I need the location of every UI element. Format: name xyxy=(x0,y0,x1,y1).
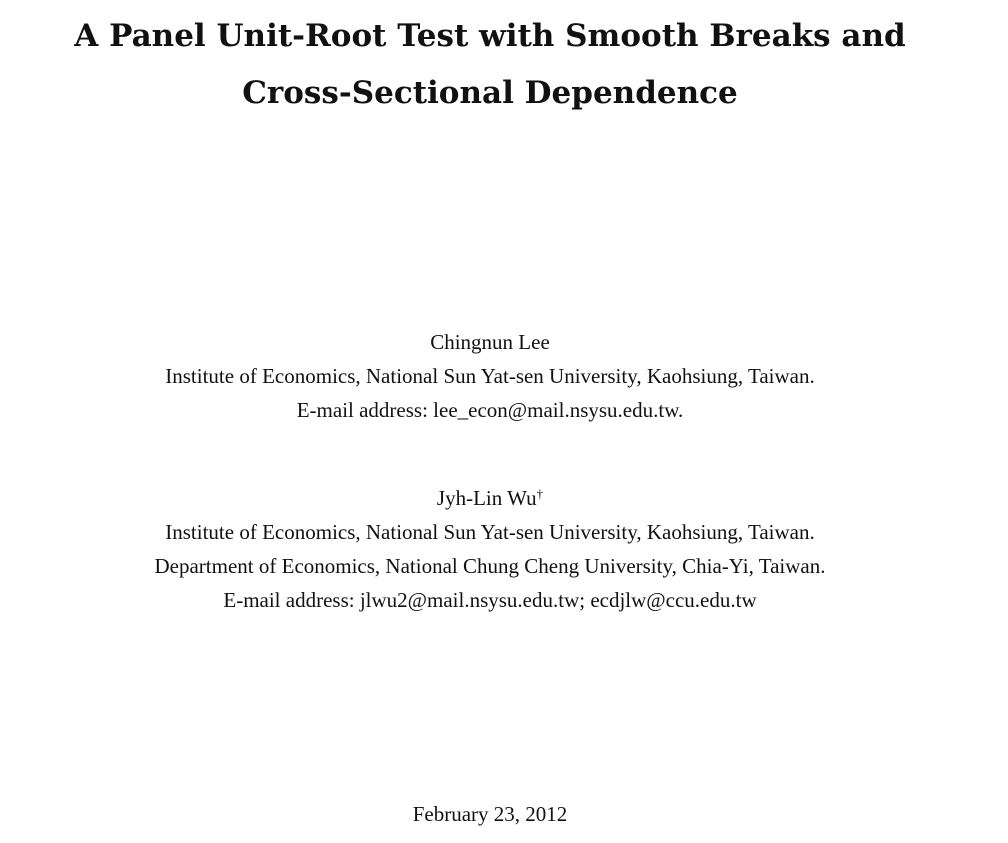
author-name: Chingnun Lee xyxy=(430,330,550,354)
author-block-2 xyxy=(0,481,980,617)
author-email: E-mail address: jlwu2@mail.nsysu.edu.tw; ecdjlw@ccu.edu.tw xyxy=(223,588,757,612)
author-email: E-mail address: lee_econ@mail.nsysu.edu.tw. xyxy=(296,398,684,422)
author-name-line xyxy=(0,481,980,515)
author-affiliation: Institute of Economics, National Sun Yat-sen University, Kaohsiung, Taiwan. xyxy=(165,520,815,544)
title-line-1: A Panel Unit-Root Test with Smooth Breaks and xyxy=(74,18,906,54)
author-block-1 xyxy=(0,325,980,427)
dagger-footnote-mark: † xyxy=(536,486,544,501)
paper-title xyxy=(0,8,980,122)
author-affiliation: Institute of Economics, National Sun Yat-sen University, Kaohsiung, Taiwan. xyxy=(165,364,815,388)
author-name: Jyh-Lin Wu xyxy=(436,486,537,510)
publication-date: February 23, 2012 xyxy=(412,802,568,826)
title-line-2: Cross-Sectional Dependence xyxy=(242,75,738,111)
author-affiliation: Department of Economics, National Chung Cheng University, Chia-Yi, Taiwan. xyxy=(154,554,826,578)
